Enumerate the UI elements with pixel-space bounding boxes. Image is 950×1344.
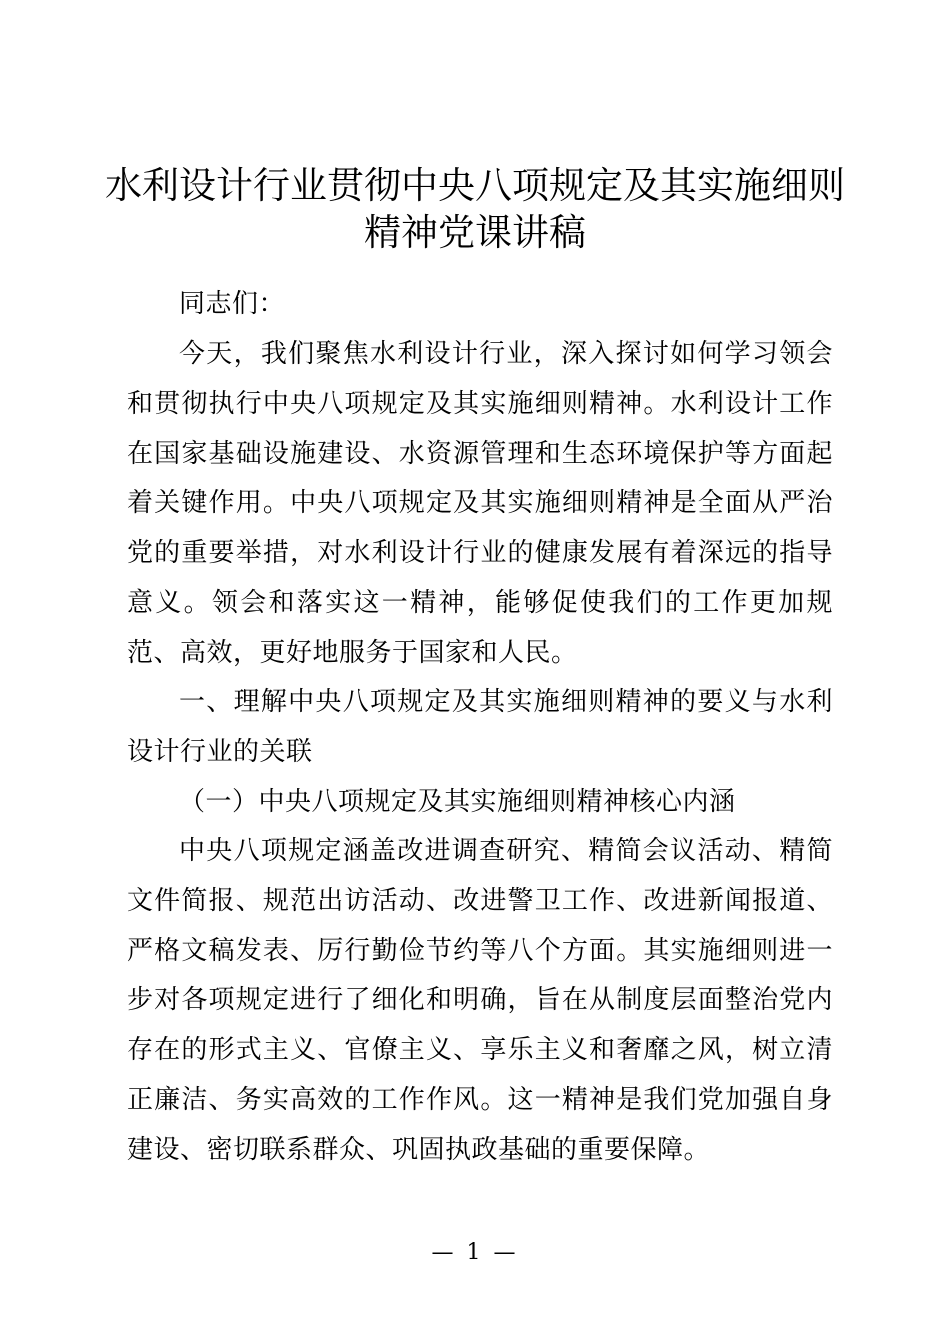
page-number: — 1 — [431, 1240, 519, 1265]
subsection-heading: （一）中央八项规定及其实施细则精神核心内涵 [179, 787, 736, 817]
document-title-line-2: 精神党课讲稿 [364, 211, 586, 254]
salutation: 同志们： [179, 289, 286, 319]
section-paragraph: 中央八项规定涵盖改进调查研究、精简会议活动、精简文件简报、规范出访活动、改进警卫工作、改进新闻报道、严格文稿发表、厉行勤俭节约等八个方面。其实施细则进一步对各项规定进行了细化和明确，旨在从制度层面整治党内存在的形式主义、官僚主义、享乐主义和奢靡之风，树立清正廉洁、务实高效的工作作风。这一精神是我们党加强自身建设、密切联系群众、巩固执政基础的重要保障。 [127, 836, 833, 1165]
section-heading: 一、理解中央八项规定及其实施细则精神的要义与水利设计行业的关联 [127, 687, 833, 767]
document-title-line-1: 水利设计行业贯彻中央八项规定及其实施细则 [105, 164, 845, 207]
intro-paragraph: 今天，我们聚焦水利设计行业，深入探讨如何学习领会和贯彻执行中央八项规定及其实施细则精神。水利设计工作在国家基础设施建设、水资源管理和生态环境保护等方面起着关键作用。中央八项规定及其实施细则精神是全面从严治党的重要举措，对水利设计行业的健康发展有着深远的指导意义。领会和落实这一精神，能够促使我们的工作更加规范、高效，更好地服务于国家和人民。 [127, 339, 833, 668]
